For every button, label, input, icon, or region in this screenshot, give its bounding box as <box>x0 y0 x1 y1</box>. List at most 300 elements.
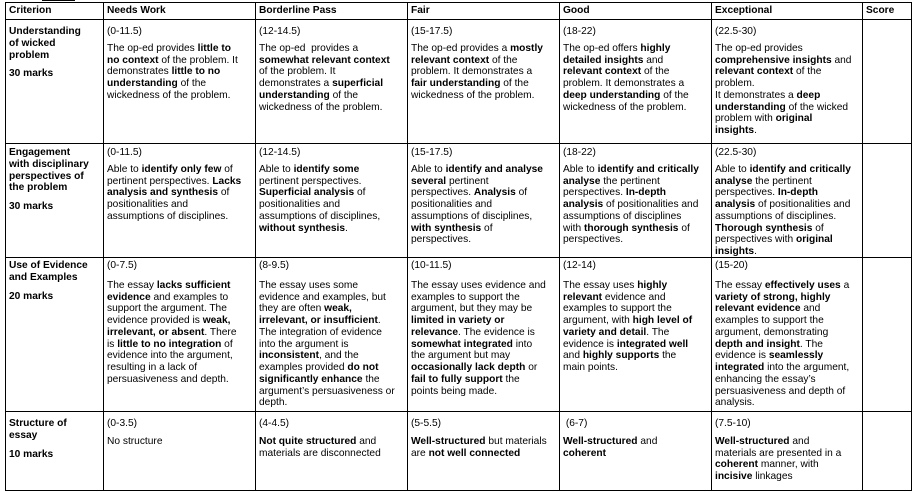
descriptor-line <box>715 125 860 137</box>
descriptor-text: and <box>563 350 583 362</box>
descriptor-text: of the <box>329 89 359 101</box>
descriptor-text: the <box>659 350 677 362</box>
descriptor-line <box>411 66 557 78</box>
emphasis-text: analysis and synthesis <box>107 187 218 199</box>
descriptor-line <box>107 315 253 327</box>
emphasis-text: Lacks <box>212 175 242 187</box>
descriptor-text: of the <box>500 78 529 89</box>
descriptor-line <box>411 303 557 315</box>
criterion-title-line: perspectives of <box>9 170 84 182</box>
descriptor-text: Able to <box>563 163 598 175</box>
emphasis-text: little to no integration <box>117 338 222 350</box>
descriptor-text: linkages <box>752 471 793 482</box>
descriptor-line <box>411 339 557 351</box>
descriptor-text: materials are presented in a <box>715 447 842 459</box>
band-borderline-pass-evidence <box>256 258 408 412</box>
descriptor-line <box>563 55 709 67</box>
emphasis-text: fair understanding <box>411 78 501 89</box>
criterion-title-line: Structure of <box>9 418 67 429</box>
descriptor-text: wickedness of the problem. <box>107 89 231 101</box>
descriptor-text: argument, demonstrating <box>715 326 829 338</box>
descriptor-line <box>107 176 253 188</box>
descriptor-text: the <box>362 373 380 385</box>
score-range: (22.5-30) <box>715 147 757 158</box>
descriptor-line <box>715 223 860 235</box>
descriptor-line <box>411 374 557 386</box>
emphasis-text: weak, <box>324 303 352 315</box>
descriptor-line <box>259 386 405 398</box>
score-range: (0-7.5) <box>107 260 138 271</box>
descriptor-line <box>715 187 860 199</box>
band-fair-engagement <box>408 144 560 258</box>
descriptor-text: The integration of evidence <box>259 326 382 338</box>
band-fair-understanding <box>408 20 560 144</box>
descriptor-line <box>411 350 557 362</box>
emphasis-text: highly <box>640 42 671 54</box>
descriptor-line <box>715 164 860 176</box>
descriptor-line <box>563 176 709 188</box>
descriptor-line <box>563 223 709 235</box>
emphasis-text: insights <box>715 125 755 136</box>
criterion-title-line: with disciplinary <box>9 158 89 170</box>
descriptor-line <box>107 350 253 362</box>
descriptor-text: assumptions of disciplines. <box>715 210 837 222</box>
band-descriptor <box>563 164 709 246</box>
descriptor-line <box>107 187 253 199</box>
band-descriptor <box>563 436 709 460</box>
descriptor-text: persuasiveness and depth. <box>107 373 229 385</box>
descriptor-line <box>715 113 860 125</box>
descriptor-line <box>259 55 405 67</box>
descriptor-line <box>563 102 709 114</box>
descriptor-line <box>411 280 557 292</box>
descriptor-text: . <box>754 246 757 257</box>
descriptor-text: The essay <box>107 279 157 291</box>
descriptor-text: the pertinent <box>752 175 812 187</box>
emphasis-text: little to no <box>171 66 221 78</box>
emphasis-text: insights <box>715 246 755 257</box>
descriptor-text: Able to <box>411 163 446 175</box>
band-good-evidence <box>560 258 712 412</box>
descriptor-text: assumptions of disciplines, <box>411 210 533 222</box>
descriptor-text: support the argument. The <box>107 303 227 315</box>
band-needs-work-engagement <box>104 144 256 258</box>
emphasis-text: highly supports <box>582 350 660 362</box>
band-descriptor <box>411 164 557 246</box>
header-fair: Fair <box>408 3 560 20</box>
descriptor-line <box>563 448 709 460</box>
descriptor-line <box>563 90 709 102</box>
emphasis-text: coherent <box>715 459 759 471</box>
descriptor-text: of <box>354 187 366 199</box>
descriptor-text: Able to <box>715 163 750 175</box>
band-descriptor <box>259 436 405 460</box>
descriptor-text: and <box>356 435 377 447</box>
descriptor-text: . There <box>204 326 237 338</box>
descriptor-text: of the <box>177 78 207 89</box>
descriptor-line <box>715 66 860 78</box>
descriptor-line <box>259 448 405 460</box>
band-descriptor <box>259 43 405 114</box>
emphasis-text: Superficial analysis <box>259 187 355 199</box>
emphasis-text: analysis <box>715 199 756 210</box>
descriptor-line <box>107 362 253 374</box>
descriptor-line <box>563 292 709 304</box>
emphasis-text: relevance <box>411 326 459 338</box>
band-needs-work-understanding <box>104 20 256 144</box>
descriptor-text: of <box>515 187 528 199</box>
band-borderline-pass-structure <box>256 412 408 491</box>
emphasis-text: depth and insight <box>715 338 800 350</box>
band-borderline-pass-understanding <box>256 20 408 144</box>
emphasis-text: somewhat relevant context <box>259 54 390 66</box>
descriptor-text: the pertinent <box>600 175 660 187</box>
band-exceptional-understanding <box>712 20 863 144</box>
emphasis-text: highly <box>637 279 668 291</box>
descriptor-text: . <box>377 315 381 326</box>
band-descriptor <box>411 43 557 102</box>
emphasis-text: understanding <box>259 89 330 101</box>
emphasis-text: identify and analyse <box>445 163 543 175</box>
descriptor-line <box>715 102 860 114</box>
emphasis-text: Not quite structured <box>259 435 357 447</box>
emphasis-text: Thorough synthesis <box>715 222 813 234</box>
descriptor-line <box>259 223 405 235</box>
descriptor-line <box>411 78 557 90</box>
descriptor-line <box>715 176 860 188</box>
criterion-title-line: the problem <box>9 182 68 194</box>
header-exceptional: Exceptional <box>712 3 863 20</box>
descriptor-line <box>563 187 709 199</box>
score-range: (15-17.5) <box>411 147 453 158</box>
descriptor-text: positionalities and <box>411 199 492 210</box>
descriptor-line <box>563 280 709 292</box>
descriptor-line <box>107 327 253 339</box>
descriptor-text: problem. It demonstrates a <box>563 78 685 89</box>
header-needs-work: Needs Work <box>104 3 256 20</box>
descriptor-line <box>107 164 253 176</box>
descriptor-line <box>563 315 709 327</box>
band-descriptor <box>107 43 253 102</box>
descriptor-line <box>715 459 860 471</box>
descriptor-text: materials are disconnected <box>259 447 381 459</box>
descriptor-line <box>259 78 405 90</box>
score-cell-understanding <box>863 20 912 144</box>
band-descriptor <box>715 280 860 409</box>
descriptor-line <box>411 362 557 374</box>
emphasis-text: evidence <box>107 291 151 303</box>
descriptor-text: perspectives. <box>411 187 474 199</box>
descriptor-text: evidence is <box>715 350 769 362</box>
score-range: (6-7) <box>563 418 588 429</box>
descriptor-text: argument, but they may be <box>411 303 533 315</box>
score-range: (12-14) <box>563 260 596 271</box>
descriptor-line <box>563 303 709 315</box>
descriptor-text: into <box>512 338 533 350</box>
emphasis-text: understanding <box>107 78 178 89</box>
descriptor-line <box>107 292 253 304</box>
emphasis-text: inconsistent <box>259 350 320 362</box>
descriptor-text: of the wicked <box>785 101 849 113</box>
descriptor-line <box>715 43 860 55</box>
descriptor-text: of <box>678 222 690 234</box>
descriptor-line <box>259 397 405 409</box>
descriptor-line <box>107 78 253 90</box>
descriptor-line <box>411 211 557 223</box>
emphasis-text: analyse <box>563 175 601 187</box>
descriptor-text: of <box>481 222 493 234</box>
descriptor-text: The op-ed provides a <box>411 42 511 54</box>
descriptor-line <box>715 199 860 211</box>
band-good-understanding <box>560 20 712 144</box>
descriptor-line <box>715 234 860 246</box>
descriptor-text: examples provided <box>259 362 348 373</box>
criterion-marks: 10 marks <box>9 448 54 460</box>
emphasis-text: relevant context <box>563 66 642 78</box>
score-range: (10-11.5) <box>411 260 452 271</box>
emphasis-text: analyse <box>715 175 753 187</box>
descriptor-line <box>715 448 860 460</box>
descriptor-text: problem with <box>715 113 776 125</box>
descriptor-line <box>259 164 405 176</box>
descriptor-line <box>411 436 557 448</box>
criterion-title-line: and Examples <box>9 271 78 283</box>
score-range: (0-11.5) <box>107 147 142 158</box>
descriptor-text: examples to support the <box>563 303 672 315</box>
descriptor-line <box>411 55 557 67</box>
descriptor-text: of positionalities and <box>603 199 699 210</box>
emphasis-text: high level of <box>632 315 693 326</box>
emphasis-text: deep understanding <box>563 89 661 101</box>
emphasis-text: In-depth <box>777 187 819 199</box>
descriptor-text: assumptions of disciplines, <box>259 210 381 222</box>
descriptor-text: of positionalities and <box>755 199 851 210</box>
descriptor-line <box>715 246 860 258</box>
descriptor-text: demonstrates a <box>259 78 333 89</box>
descriptor-text: wickedness of the problem. <box>259 101 383 113</box>
descriptor-text: and <box>800 303 821 315</box>
criterion-title-line: of wicked <box>9 37 56 49</box>
descriptor-line <box>259 315 405 327</box>
emphasis-text: detailed insights <box>563 54 644 66</box>
criterion-title-line: essay <box>9 429 38 441</box>
descriptor-line <box>259 280 405 292</box>
emphasis-text: several <box>411 175 447 187</box>
emphasis-text: Well-structured <box>715 435 790 447</box>
descriptor-text: The essay uses evidence and <box>411 279 546 291</box>
descriptor-text: perspectives with <box>715 234 796 246</box>
descriptor-line <box>563 78 709 90</box>
descriptor-line <box>563 199 709 211</box>
band-good-structure <box>560 412 712 491</box>
emphasis-text: In-depth <box>625 187 667 199</box>
score-range: (15-17.5) <box>411 26 453 37</box>
descriptor-text: evidence provided is <box>107 315 203 326</box>
band-descriptor <box>107 436 253 448</box>
descriptor-line <box>107 339 253 351</box>
descriptor-line <box>563 234 709 246</box>
band-descriptor <box>563 43 709 114</box>
band-descriptor <box>411 280 557 398</box>
header-good: Good <box>560 3 712 20</box>
descriptor-text: evidence and <box>602 291 666 303</box>
descriptor-text: positionalities and <box>259 199 340 210</box>
criterion-engagement <box>6 144 104 258</box>
emphasis-text: incisive <box>715 471 753 482</box>
descriptor-text: . The <box>799 338 823 350</box>
descriptor-text: are <box>411 447 429 459</box>
descriptor-line <box>107 374 253 386</box>
descriptor-text: is <box>107 338 118 350</box>
emphasis-text: understanding <box>715 101 786 113</box>
descriptor-line <box>259 362 405 374</box>
descriptor-line <box>259 303 405 315</box>
descriptor-line <box>563 350 709 362</box>
emphasis-text: limited in variety or <box>411 315 505 326</box>
descriptor-text: of <box>812 222 824 234</box>
descriptor-line <box>715 90 860 102</box>
descriptor-text: Able to <box>259 163 294 175</box>
emphasis-text: identify and critically <box>749 163 851 175</box>
descriptor-line <box>259 374 405 386</box>
descriptor-line <box>715 386 860 398</box>
emphasis-text: without synthesis <box>259 222 346 234</box>
criterion-marks: 30 marks <box>9 201 54 212</box>
descriptor-text: Able to <box>107 163 142 175</box>
descriptor-text: pertinent perspectives. <box>259 175 362 187</box>
descriptor-text: analysis. <box>715 397 755 409</box>
band-borderline-pass-engagement <box>256 144 408 258</box>
descriptor-text: problem. It demonstrates a <box>411 66 533 78</box>
descriptor-text: evidence is <box>563 338 617 350</box>
descriptor-line <box>715 471 860 483</box>
descriptor-line <box>259 90 405 102</box>
emphasis-text: effectively uses <box>764 279 841 291</box>
descriptor-line <box>715 292 860 304</box>
descriptor-text: evidence into the argument, <box>107 350 233 362</box>
descriptor-line <box>107 436 253 448</box>
band-exceptional-engagement <box>712 144 863 258</box>
descriptor-line <box>563 362 709 374</box>
descriptor-line <box>563 66 709 78</box>
descriptor-text: of the <box>793 66 822 78</box>
descriptor-line <box>259 187 405 199</box>
band-descriptor <box>107 164 253 223</box>
descriptor-line <box>715 436 860 448</box>
score-range: (12-14.5) <box>259 147 301 158</box>
descriptor-text: positionalities and <box>107 199 188 210</box>
descriptor-line <box>411 164 557 176</box>
band-descriptor <box>107 280 253 386</box>
descriptor-line <box>259 211 405 223</box>
descriptor-line <box>411 327 557 339</box>
descriptor-text: and <box>789 435 810 447</box>
descriptor-line <box>107 55 253 67</box>
descriptor-line <box>411 234 557 246</box>
descriptor-line <box>259 66 405 78</box>
band-needs-work-evidence <box>104 258 256 412</box>
band-descriptor <box>411 436 557 460</box>
descriptor-line <box>715 315 860 327</box>
emphasis-text: with synthesis <box>411 222 482 234</box>
emphasis-text: not well connected <box>428 447 521 459</box>
descriptor-text: they are often <box>259 303 325 315</box>
criterion-title-line: Use of Evidence <box>9 260 88 271</box>
band-good-engagement <box>560 144 712 258</box>
descriptor-line <box>259 350 405 362</box>
descriptor-text: wickedness of the problem. <box>563 101 687 113</box>
descriptor-text: evidence and examples, but <box>259 291 386 303</box>
descriptor-text: of the problem. It <box>158 54 238 66</box>
descriptor-text: of <box>221 338 233 350</box>
band-descriptor <box>259 164 405 235</box>
score-range: (5-5.5) <box>411 418 442 429</box>
band-descriptor <box>715 43 860 137</box>
descriptor-text: into the argument is <box>259 338 349 350</box>
descriptor-line <box>259 327 405 339</box>
descriptor-text: resulting in a lack of <box>107 362 198 373</box>
emphasis-text: superficial <box>332 78 384 89</box>
criterion-evidence <box>6 258 104 412</box>
emphasis-text: identify only few <box>141 163 222 175</box>
descriptor-line <box>411 176 557 188</box>
score-cell-engagement <box>863 144 912 258</box>
emphasis-text: little to <box>197 42 231 54</box>
descriptor-text: No structure <box>107 435 163 447</box>
score-range: (18-22) <box>563 147 596 158</box>
descriptor-text: but materials <box>485 435 547 447</box>
emphasis-text: identify and critically <box>597 163 699 175</box>
score-range: (0-3.5) <box>107 418 138 429</box>
descriptor-text: examples to support the <box>715 315 824 326</box>
emphasis-text: variety and detail <box>563 326 647 338</box>
emphasis-text: identify some <box>293 163 360 175</box>
descriptor-text: argument, with <box>563 315 633 326</box>
emphasis-text: seamlessly <box>768 350 824 362</box>
descriptor-text: The op-ed provides a <box>259 42 359 54</box>
descriptor-text: The op-ed provides <box>715 42 803 54</box>
score-range: (12-14.5) <box>259 26 301 37</box>
descriptor-text: of <box>221 163 233 175</box>
descriptor-text: manner, with <box>758 459 819 471</box>
emphasis-text: mostly <box>510 42 543 54</box>
emphasis-text: irrelevant, or absent <box>107 326 205 338</box>
descriptor-text: It demonstrates a <box>715 89 797 101</box>
descriptor-text: enhancing the essay’s <box>715 373 816 385</box>
band-descriptor <box>259 280 405 409</box>
emphasis-text: relevant evidence <box>715 303 801 315</box>
criterion-marks: 30 marks <box>9 68 54 80</box>
descriptor-text: . <box>754 125 757 136</box>
emphasis-text: no context <box>107 54 159 66</box>
criterion-title-line: Engagement <box>9 147 71 158</box>
header-score: Score <box>863 3 912 20</box>
criterion-title-line: Understanding <box>9 26 81 37</box>
descriptor-text: the <box>502 373 520 385</box>
descriptor-line <box>259 176 405 188</box>
band-needs-work-structure <box>104 412 256 491</box>
descriptor-text: the argument but may <box>411 350 511 362</box>
emphasis-text: weak, <box>202 315 231 326</box>
descriptor-line <box>259 102 405 114</box>
descriptor-line <box>715 303 860 315</box>
descriptor-text: The essay uses <box>563 279 638 291</box>
emphasis-text: occasionally lack depth <box>411 362 526 373</box>
descriptor-line <box>259 199 405 211</box>
descriptor-line <box>411 386 557 398</box>
emphasis-text: significantly enhance <box>259 373 363 385</box>
band-exceptional-evidence <box>712 258 863 412</box>
